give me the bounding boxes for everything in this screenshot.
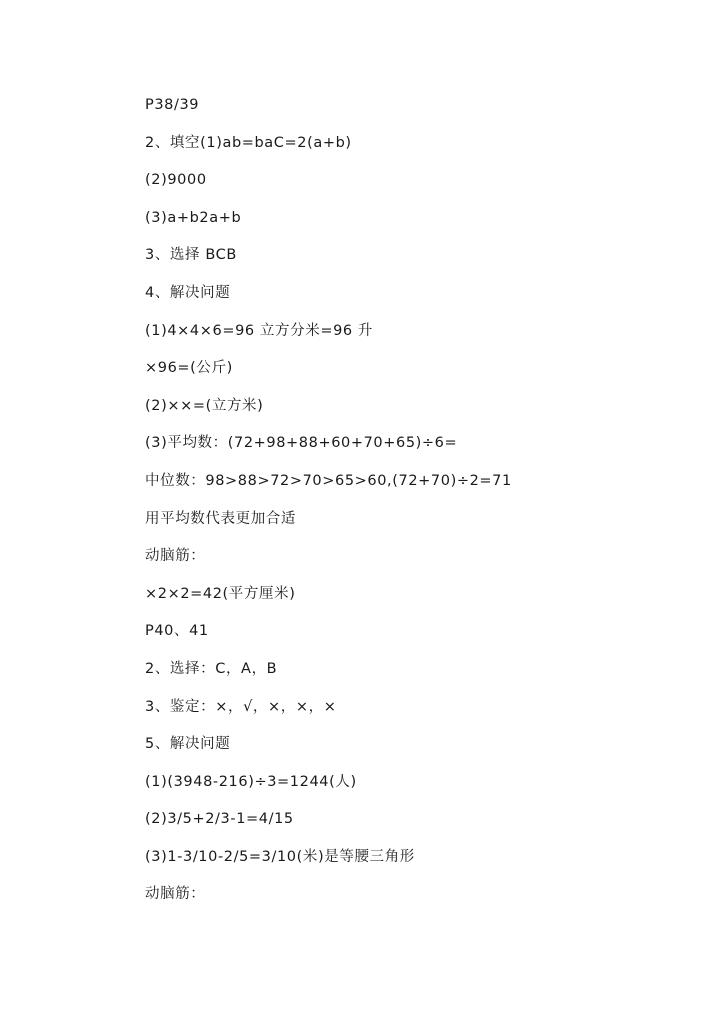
text-line: 中位数：98>88>72>70>65>60,(72+70)÷2=71: [145, 472, 512, 489]
text-line: 2、填空(1)ab=baC=2(a+b): [145, 134, 352, 151]
text-line: (3)a+b2a+b: [145, 209, 242, 226]
text-line: (2)9000: [145, 172, 207, 189]
text-line: ×2×2=42(平方厘米): [145, 585, 296, 602]
text-line: 3、鉴定：×，√，×，×，×: [145, 698, 337, 715]
text-line: (1)(3948-216)÷3=1244(人): [145, 773, 357, 790]
text-line: 动脑筋：: [145, 886, 206, 903]
document-body: [145, 92, 685, 919]
text-line: 2、选择：C，A，B: [145, 660, 278, 677]
text-line: (3)1-3/10-2/5=3/10(米)是等腰三角形: [145, 848, 415, 865]
text-line: 动脑筋：: [145, 548, 206, 565]
text-line: (2)××=(立方米): [145, 397, 264, 414]
text-line: 用平均数代表更加合适: [145, 510, 296, 527]
text-line: P40、41: [145, 623, 209, 640]
text-line: 4、解决问题: [145, 284, 231, 301]
text-line: 5、解决问题: [145, 736, 231, 753]
text-line: P38/39: [145, 97, 200, 113]
text-line: (3)平均数：(72+98+88+60+70+65)÷6=: [145, 435, 458, 452]
text-line: (2)3/5+2/3-1=4/15: [145, 811, 294, 828]
text-line: 3、选择 BCB: [145, 247, 237, 264]
text-line: ×96=(公斤): [145, 360, 233, 377]
text-line: (1)4×4×6=96 立方分米=96 升: [145, 322, 374, 339]
